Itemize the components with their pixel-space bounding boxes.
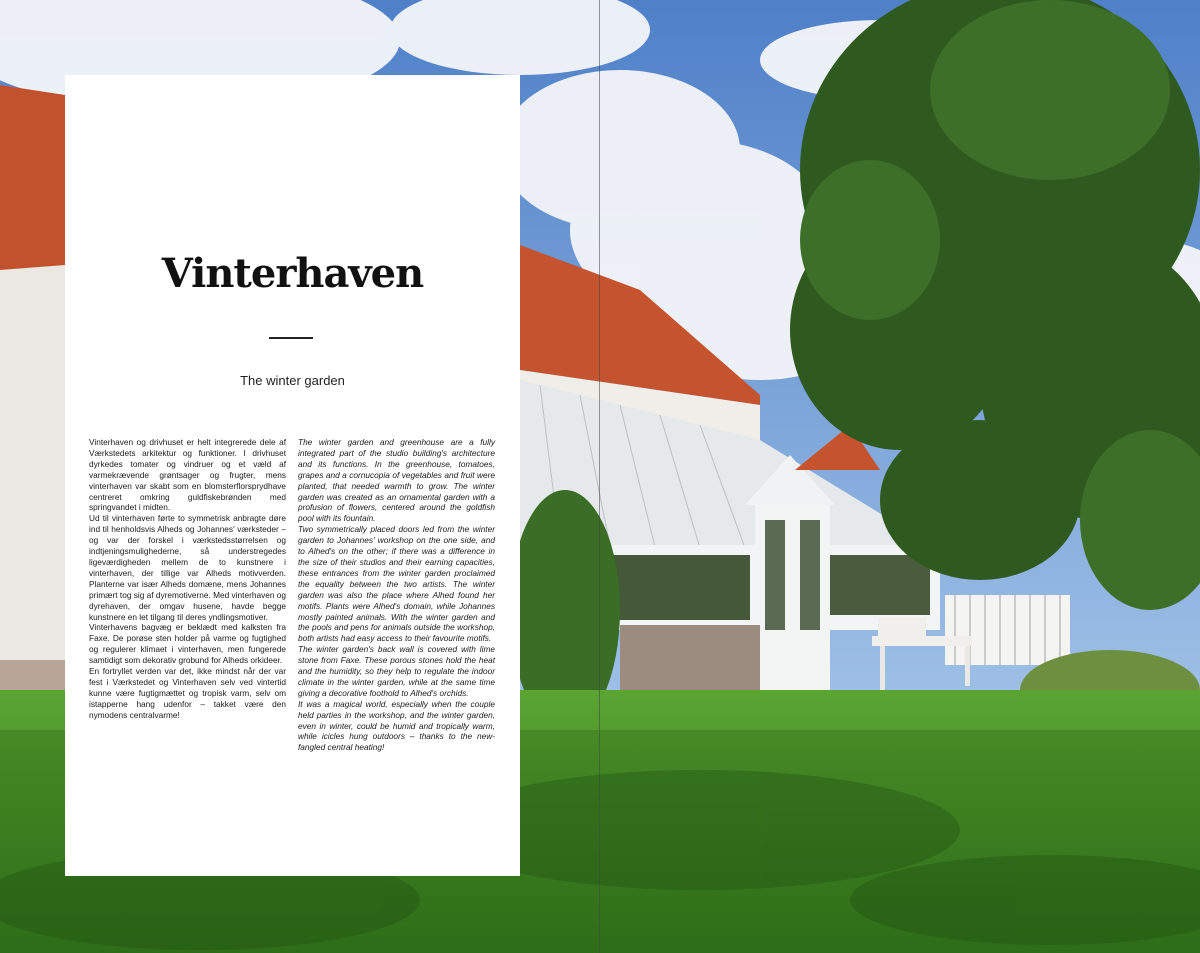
page-subtitle: The winter garden [240,373,345,388]
paragraph: En fortryllet verden var det, ikke mindst når der var fest i Værkstedet og Vinterhaven selv ved vintertid kunne være fugtigmættet og tropisk varm, selv om istapperne hang udenfor – takket være den nymodens centralvarme! [89,666,286,720]
paragraph: Vinterhavens bagvæg er beklædt med kalksten fra Faxe. De porøse sten holder på varme og fugtighed og regulerer klimaet i vinterhaven, men fungerede samtidigt som dekorativ grobund for Alheds orkideer. [89,622,286,666]
english-column [298,437,495,753]
danish-column [89,437,286,721]
paragraph: The winter garden and greenhouse are a fully integrated part of the studio building's architecture and its functions. In the greenhouse, tomatoes, grapes and a cornucopia of vegetables and fruit were planted, that needed warmth to grow. The winter garden was created as an ornamental garden with a profusion of flowers, centered around the goldfish pool with its fountain. [298,437,495,524]
spread-gutter [599,0,600,953]
title-divider [269,337,313,339]
page-title: Vinterhaven [161,250,424,297]
article-panel [65,75,520,876]
paragraph: It was a magical world, especially when the couple held parties in the workshop, and the winter garden, even in winter, could be humid and tropically warm, while icicles hung outdoors – thanks to the new-fangled central heating! [298,698,495,753]
paragraph: Vinterhaven og drivhuset er helt integrerede dele af Værkstedets arkitektur og funktioner. I drivhuset dyrkedes tomater og vindruer og et væld af varmekrævende grøntsager og frugter, mens vinterhaven var skabt som en blomsterflorsprydhave centreret omkring guldfiskebrønden med springvandet i midten. [89,437,286,513]
paragraph: Ud til vinterhaven førte to symmetrisk anbragte døre ind til henholdsvis Alheds og Johannes' værksteder – og var der forskel i værkstedsstørrelsen og indtjeningsmulighederne, så understregedes ligeværdigheden mellem de to kunstnere i vinterhaven, der tillige var Alheds motivverden. Planterne var især Alheds domæne, mens Johannes primært tog sig af dyremotiverne. Med vinterhaven og dyrehaven, der omgav husene, havde begge kunstnere en let tilgang til deres yndlingsmotiver. [89,513,286,622]
paragraph: The winter garden's back wall is covered with lime stone from Faxe. These porous stones hold the heat and the humidity, so they help to regulate the indoor climate in the winter garden, while at the same time giving a decorative foothold to Alhed's orchids. [298,644,495,698]
paragraph: Two symmetrically placed doors led from the winter garden to Johannes' workshop on the one side, and to Alhed's on the other; if there was a difference in the size of their studios and their earning capacities, these entrances from the winter garden proclaimed the equality between the two artists. The winter garden was also the place where Alhed found her motifs. Plants were Alhed's domain, while Johannes mostly painted animals. With the winter garden and the pools and pens for animals outside the workshop, both artists had easy access to their favourite motifs. [298,524,495,644]
